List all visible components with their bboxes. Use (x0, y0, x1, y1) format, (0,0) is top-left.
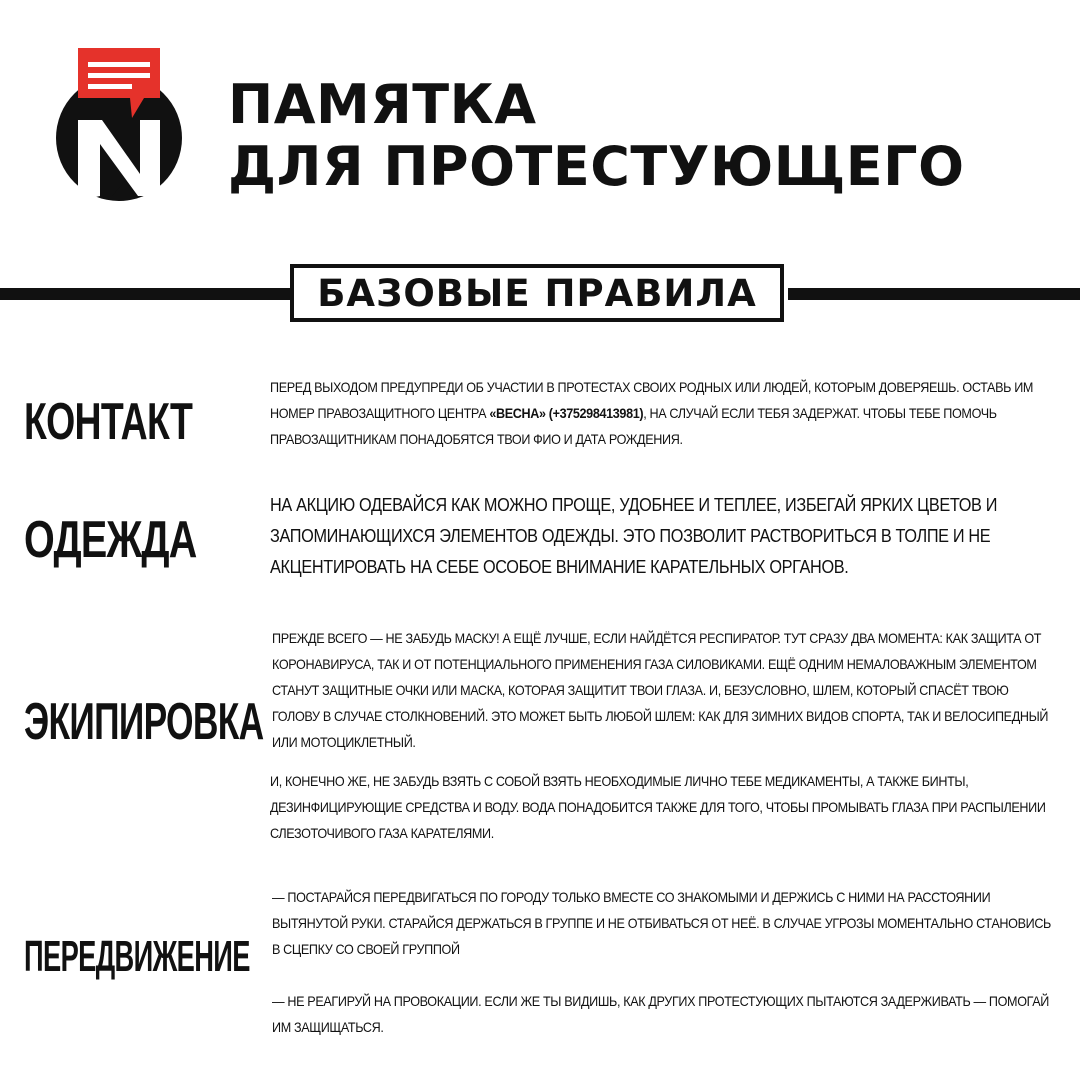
rule-text-equipment-2: И, КОНЕЧНО ЖЕ, НЕ ЗАБУДЬ ВЗЯТЬ С СОБОЙ ВЗЯТЬ НЕОБХОДИМЫЕ ЛИЧНО ТЕБЕ МЕДИКАМЕНТЫ, А ТАКЖЕ БИНТЫ, ДЕЗИНФИЦИРУЮЩИЕ СРЕДСТВА И ВОДУ. ВОДА ПОНАДОБИТСЯ ТАКЖЕ ДЛЯ ТОГО, ЧТОБЫ ПРОМЫВАТЬ ГЛАЗА ПРИ РАСПЫЛЕНИИ СЛЕЗОТОЧИВОГО ГАЗА КАРАТЕЛЯМИ. (270, 773, 1046, 841)
rule-text-contact-part-1: ПЕРЕД ВЫХОДОМ ПРЕДУПРЕДИ ОБ УЧАСТИИ В ПРОТЕСТАХ СВОИХ РОДНЫХ ИЛИ ЛЮДЕЙ, КОТОРЫМ ДОВЕРЯЕШЬ. ОСТАВЬ ИМ НОМЕР ПРАВОЗАЩИТНОГО ЦЕНТРА (270, 379, 1034, 421)
rule-text-equipment-1: ПРЕЖДЕ ВСЕГО — НЕ ЗАБУДЬ МАСКУ! А ЕЩЁ ЛУЧШЕ, ЕСЛИ НАЙДЁТСЯ РЕСПИРАТОР. ТУТ СРАЗУ ДВА МОМЕНТА: КАК ЗАЩИТА ОТ КОРОНАВИРУСА, ТАК И ОТ ПОТЕНЦИАЛЬНОГО ПРИМЕНЕНИЯ ГАЗА СИЛОВИКАМИ. ЕЩЁ ОДНИМ НЕМАЛОВАЖНЫМ ЭЛЕМЕНТОМ СТАНУТ ЗАЩИТНЫЕ ОЧКИ ИЛИ МАСКА, КОТОРАЯ ЗАЩИТИТ ТВОИ ГЛАЗА. И, БЕЗУСЛОВНО, ШЛЕМ, КОТОРЫЙ СПАСЁТ ТВОЮ ГОЛОВУ В СЛУЧАЕ СТОЛКНОВЕНИЙ. ЭТО МОЖЕТ БЫТЬ ЛЮБОЙ ШЛЕМ: КАК ДЛЯ ЗИМНИХ ВИДОВ СПОРТА, ТАК И ВЕЛОСИПЕДНЫЙ ИЛИ МОТОЦИКЛЕТНЫЙ. (272, 630, 1049, 750)
page-title (228, 74, 965, 198)
section-title: БАЗОВЫЕ ПРАВИЛА (317, 271, 757, 315)
page-title-line-1: ПАМЯТКА (228, 73, 537, 136)
rule-text-contact-phone: «ВЕСНА» (+375298413981) (489, 405, 644, 421)
section-rule-left (0, 288, 292, 300)
rule-label-clothes: ОДЕЖДА (24, 511, 197, 569)
rule-label-equipment: ЭКИПИРОВКА (24, 693, 264, 751)
rule-text-clothes: НА АКЦИЮ ОДЕВАЙСЯ КАК МОЖНО ПРОЩЕ, УДОБНЕЕ И ТЕПЛЕЕ, ИЗБЕГАЙ ЯРКИХ ЦВЕТОВ И ЗАПОМИНАЮЩИХСЯ ЭЛЕМЕНТОВ ОДЕЖДЫ. ЭТО ПОЗВОЛИТ РАСТВОРИТЬСЯ В ТОЛПЕ И НЕ АКЦЕНТИРОВАТЬ НА СЕБЕ ОСОБОЕ ВНИМАНИЕ КАРАТЕЛЬНЫХ ОРГАНОВ. (270, 494, 998, 577)
rule-label-contact: КОНТАКТ (24, 393, 193, 451)
section-rule-right (788, 288, 1080, 300)
rule-text-contact (270, 374, 1062, 452)
rule-text-movement-1: — ПОСТАРАЙСЯ ПЕРЕДВИГАТЬСЯ ПО ГОРОДУ ТОЛЬКО ВМЕСТЕ СО ЗНАКОМЫМИ И ДЕРЖИСЬ С НИМИ НА РАССТОЯНИИ ВЫТЯНУТОЙ РУКИ. СТАРАЙСЯ ДЕРЖАТЬСЯ В ГРУППЕ И НЕ ОТБИВАТЬСЯ ОТ НЕЁ. В СЛУЧАЕ УГРОЗЫ МОМЕНТАЛЬНО СТАНОВИСЬ В СЦЕПКУ СО СВОЕЙ ГРУППОЙ (272, 889, 1051, 957)
n-speech-bubble-logo-icon (48, 46, 190, 206)
rule-text-movement-2: — НЕ РЕАГИРУЙ НА ПРОВОКАЦИИ. ЕСЛИ ЖЕ ТЫ ВИДИШЬ, КАК ДРУГИХ ПРОТЕСТУЮЩИХ ПЫТАЮТСЯ ЗАДЕРЖИВАТЬ — ПОМОГАЙ ИМ ЗАЩИЩАТЬСЯ. (272, 993, 1049, 1035)
rule-text-contact-part-2: , НА СЛУЧАЙ ЕСЛИ ТЕБЯ ЗАДЕРЖАТ. ЧТОБЫ ТЕБЕ ПОМОЧЬ ПРАВОЗАЩИТНИКАМ ПОНАДОБЯТСЯ ТВОИ ФИО И ДАТА РОЖДЕНИЯ. (270, 405, 997, 447)
rule-label-movement: ПЕРЕДВИЖЕНИЕ (24, 932, 250, 981)
page-title-line-2: ДЛЯ ПРОТЕСТУЮЩЕГО (228, 135, 965, 198)
section-heading-box (290, 264, 784, 322)
